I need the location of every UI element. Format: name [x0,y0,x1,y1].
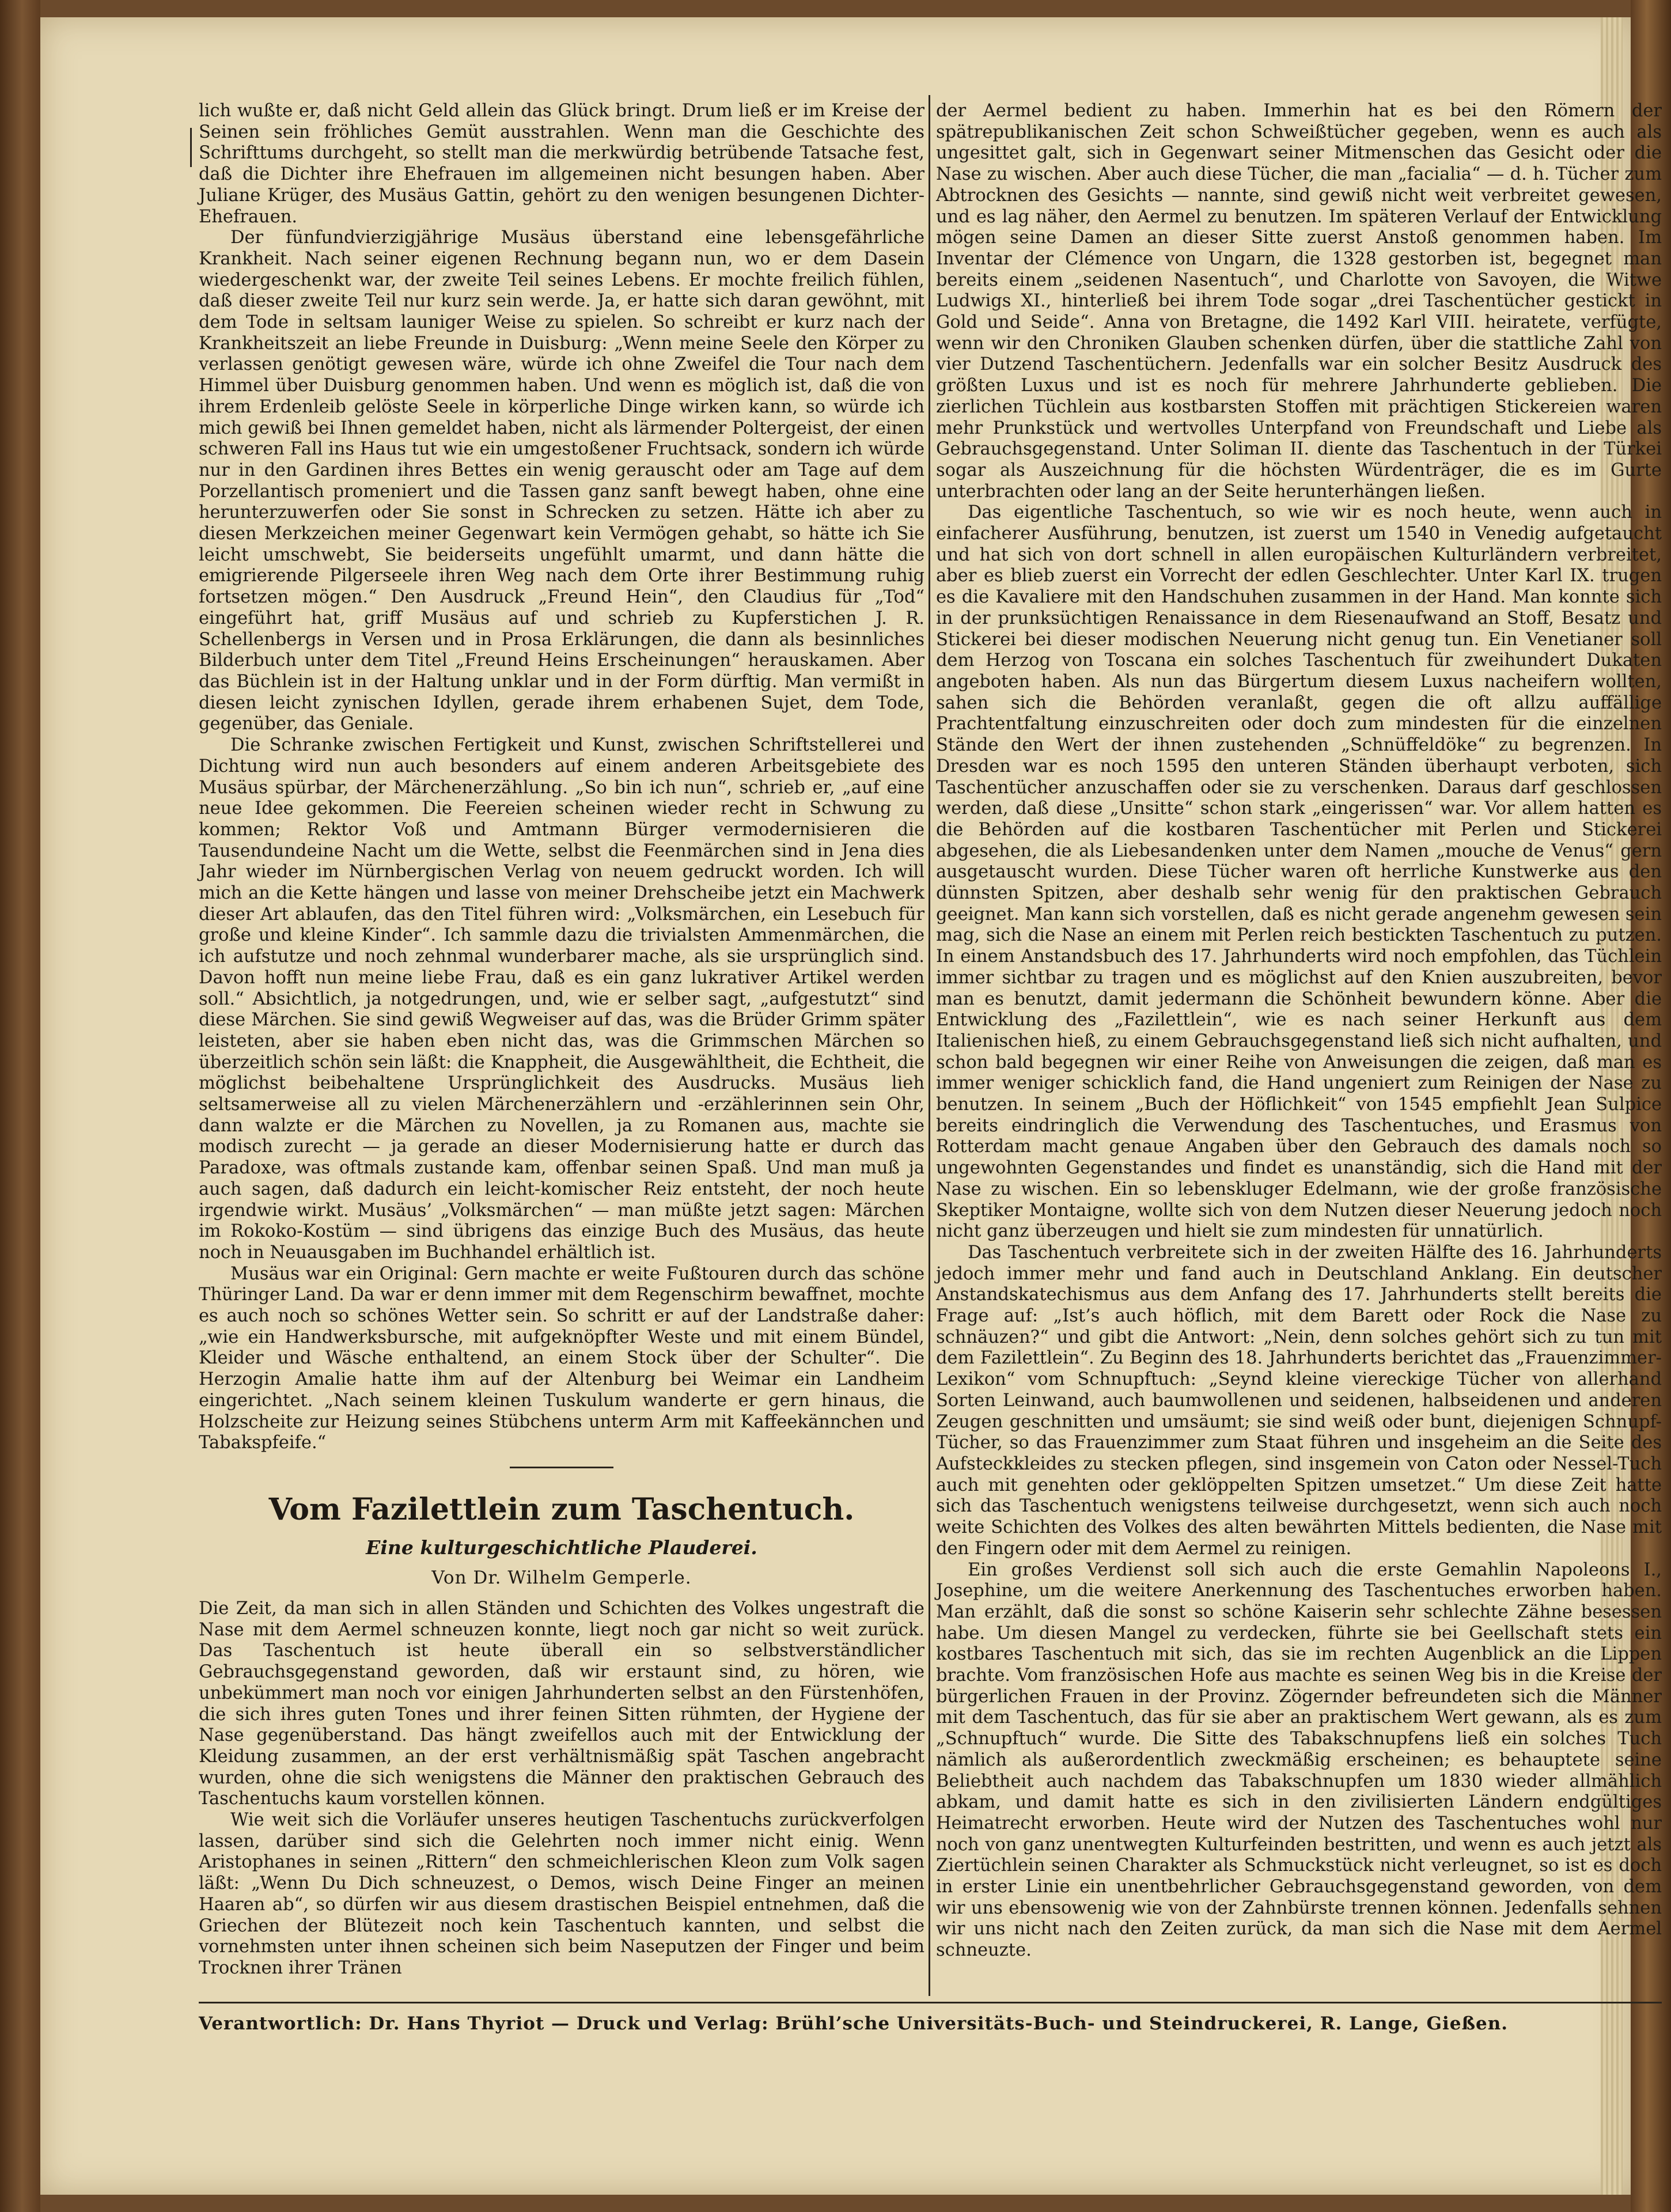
article-title: Vom Fazilettlein zum Taschentuch. [268,1492,855,1527]
paragraph: Der fünfundvierzigjährige Musäus überstand eine lebensgefährliche Krankheit. Nach seiner eigenen Rechnung begann nun, wo er dem Dasein wiedergeschenkt war, der zweite Teil seines Lebens. Er mochte freilich fühlen, daß dieser zweite Teil nur kurz sein werde. Ja, er hatte sich daran gewöhnt, mit dem Tode in seltsam launiger Weise zu spielen. So schreibt er kurz nach der Krankheitszeit an liebe Freunde in Duisburg: „Wenn meine Seele den Körper zu verlassen genötigt gewesen wäre, würde ich ohne Zweifel die Tour nach dem Himmel über Duisburg genommen haben. Und wenn es möglich ist, daß die von ihrem Erdenleib gelöste Seele in körperliche Dinge wirken kann, so würde ich mich gewiß bei Ihnen gemeldet haben, nicht als lärmender Poltergeist, der einen schweren Fall ins Haus tut wie ein umgestoßener Fruchtsack, sondern ich würde nur in den Gardinen ihres Bettes ein wenig gerauscht oder am Tage auf dem Porzellantisch promeniert und die Tassen ganz sanft bewegt haben, ohne eine herunterzuwerfen oder Sie sonst in Schrecken zu setzen. Hätte ich aber zu diesen Merkzeichen meiner Gegenwart kein Vermögen gehabt, so hätte ich Sie leicht umschwebt, Sie beiderseits ungefühlt umarmt, und dann hätte die emigrierende Pilgerseele ihren Weg nach dem Orte ihrer Bestimmung ruhig fortsetzen mögen.“ Den Ausdruck „Freund Hein“, den Claudius für „Tod“ eingeführt hat, griff Musäus auf und schrieb zu Kupferstichen J. R. Schellenbergs in Versen und in Prosa Erklärungen, die dann als besinnliches Bilderbuch unter dem Titel „Freund Heins Erscheinungen“ herauskamen. Aber das Büchlein ist in der Haltung unklar und in der Form dürftig. Man vermißt in diesen leicht zynischen Idyllen, gerade ihrem erhabenen Sujet, dem Tode, gegenüber, das Geniale. [199,228,924,734]
left-column [199,101,924,1978]
book-cover-left [0,0,40,2212]
paragraph: Das Taschentuch verbreitete sich in der zweiten Hälfte des 16. Jahrhunderts jedoch immer mehr und fand auch in Deutschland Anklang. Ein deutscher Anstandskatechismus aus dem Anfang des 17. Jahrhunderts stellt bereits die Frage auf: „Ist’s auch höflich, mit dem Barett oder Rock die Nase zu schnäuzen?“ und gibt die Antwort: „Nein, denn solches gehört sich zu tun mit dem Fazilettlein“. Zu Beginn des 18. Jahrhunderts berichtet das „Frauenzimmer-Lexikon“ vom Schnupftuch: „Seynd kleine viereckige Tücher von allerhand Sorten Leinwand, auch baumwollenen und seidenen, halbseidenen und anderen Zeugen geschnitten und umsäumt; sie sind weiß oder bunt, diejenigen Schnupf-Tücher, so das Frauenzimmer zum Staat führen und insgeheim an die Seite des Aufsteckkleides zu stecken pflegen, sind insgemein von Caton oder Nessel-Tuch auch mit genehten oder geklöppelten Spitzen umsetzet.“ Um diese Zeit hatte sich das Taschentuch wenigstens teilweise durchgesetzt, wenn sich auch noch weite Schichten des Volkes des alten bewährten Mittels bedienten, die Nase mit den Fingern oder mit dem Aermel zu reinigen. [936,1242,1662,1559]
article-byline: Von Dr. Wilhelm Gemperle. [431,1567,692,1588]
footer-rule [199,2002,1662,2003]
right-column [936,101,1662,1961]
column-divider [929,95,930,1996]
section-divider [510,1467,613,1468]
article-subtitle: Eine kulturgeschichtliche Plauderei. [366,1536,757,1559]
paragraph: Wie weit sich die Vorläufer unseres heutigen Taschentuchs zurückverfolgen lassen, darüber sind sich die Gelehrten noch immer nicht einig. Wenn Aristophanes in seinen „Rittern“ den schmeichlerischen Kleon zum Volk sagen läßt: „Wenn Du Dich schneuzest, o Demos, wisch Deine Finger an meinen Haaren ab“, so dürfen wir aus diesem drastischen Beispiel entnehmen, daß die Griechen der Blütezeit noch kein Taschentuch kannten, und selbst die vornehmsten unter ihnen scheinen sich beim Naseputzen der Finger und beim Trocknen ihrer Tränen [199,1810,924,1978]
paragraph: Musäus war ein Original: Gern machte er weite Fußtouren durch das schöne Thüringer Land. Da war er denn immer mit dem Regenschirm bewaffnet, mochte es auch noch so schönes Wetter sein. So schritt er auf der Landstraße daher: „wie ein Handwerksbursche, mit aufgeknöpfter Weste und mit einem Bündel, Kleider und Wäsche enthaltend, an einem Stock über der Schulter“. Die Herzogin Amalie hatte ihm auf der Altenburg bei Weimar ein Landheim eingerichtet. „Nach seinem kleinen Tuskulum wanderte er gern hinaus, die Holzscheite zur Heizung seines Stübchens unterm Arm mit Kaffeekännchen und Tabakspfeife.“ [199,1263,924,1453]
paragraph: Ein großes Verdienst soll sich auch die erste Gemahlin Napoleons I., Josephine, um die weitere Anerkennung des Taschentuches erworben haben. Man erzählt, daß die sonst so schöne Kaiserin sehr schlechte Zähne besessen habe. Um diesen Mangel zu verdecken, führte sie bei Geellschaft stets ein kostbares Taschentuch mit sich, das sie im rechten Augenblick an die Lippen brachte. Vom französischen Hofe aus machte es seinen Weg bis in die Kreise der bürgerlichen Frauen in der Provinz. Zögernder befreundeten sich die Männer mit dem Taschentuch, das für sie aber an praktischem Wert gewann, als es zum „Schnupftuch“ wurde. Die Sitte des Tabakschnupfens ließ ein solches Tuch nämlich als außerordentlich zweckmäßig erscheinen; es behauptete seine Beliebtheit auch nachdem das Tabakschnupfen um 1830 wieder allmählich abkam, und damit hatte es sich in den zivilisierten Ländern endgültiges Heimatrecht erworben. Heute wird der Nutzen des Taschentuches wohl nur noch von ganz unentwegten Kulturfeinden bestritten, und wenn es auch jetzt als Ziertüchlein seinen Charakter als Schmuckstück nicht verleugnet, so ist es doch in erster Linie ein unentbehrlicher Gebrauchsgegenstand geworden, von dem wir uns ebensowenig wie von der Zahnbürste trennen können. Jedenfalls sehnen wir uns nicht nach den Zeiten zurück, da man sich die Nase mit dem Aermel schneuzte. [936,1559,1662,1961]
opening-mark [190,128,192,167]
paragraph: lich wußte er, daß nicht Geld allein das Glück bringt. Drum ließ er im Kreise der Seinen sein fröhliches Gemüt ausstrahlen. Wenn man die Geschichte des Schrifttums durchgeht, so stellt man die merkwürdig betrübende Tatsache fest, daß die Dichter ihre Ehefrauen im allgemeinen nicht besungen haben. Aber Juliane Krüger, des Musäus Gattin, gehört zu den wenigen besungenen Dichter-Ehefrauen. [199,101,924,227]
imprint-footer: Verantwortlich: Dr. Hans Thyriot — Druck und Verlag: Brühl’sche Universitäts-Buch- und Steindruckerei, R. Lange, Gießen. [199,2013,1509,2034]
paragraph: Die Schranke zwischen Fertigkeit und Kunst, zwischen Schriftstellerei und Dichtung wird nun auch besonders auf einem anderen Arbeitsgebiete des Musäus spürbar, der Märchenerzählung. „So bin ich nun“, schrieb er, „auf eine neue Idee gekommen. Die Feereien scheinen wieder recht in Schwung zu kommen; Rektor Voß und Amtmann Bürger vermodernisieren die Tausendundeine Nacht um die Wette, selbst die Feenmärchen sind in Jena dies Jahr wieder im Nürnbergischen Verlag von neuem gedruckt worden. Ich will mich an die Kette hängen und lasse von meiner Drehscheibe jetzt ein Machwerk dieser Art ablaufen, das den Titel führen wird: „Volksmärchen, ein Lesebuch für große und kleine Kinder“. Ich sammle dazu die trivialsten Ammenmärchen, die ich aufstutze und noch zehnmal wunderbarer mache, als sie ursprünglich sind. Davon hofft nun meine liebe Frau, daß es ein ganz lukrativer Artikel werden soll.“ Absichtlich, ja notgedrungen, und, wie er selber sagt, „aufgestutzt“ sind diese Märchen. Sie sind gewiß Wegweiser auf das, was die Brüder Grimm später leisteten, aber sie haben eben nicht das, was die Grimmschen Märchen so überzeitlich schön sein läßt: die Knappheit, die Ausgewähltheit, die Echtheit, die möglichst beibehaltene Ursprünglichkeit des Ausdrucks. Musäus lieh seltsamerweise all zu vielen Märchenerzählern und -erzählerinnen sein Ohr, dann walzte er die Märchen zu Novellen, ja zu Romanen aus, machte sie modisch zurecht — ja gerade an dieser Modernisierung hatte er durch das Paradoxe, was oftmals zustande kam, offenbar seinen Spaß. Und man muß ja auch sagen, daß dadurch ein leicht-komischer Reiz entsteht, der noch heute irgendwie wirkt. Musäus’ „Volksmärchen“ — man müßte jetzt sagen: Märchen im Rokoko-Kostüm — sind übrigens das einzige Buch des Musäus, das heute noch in Neuausgaben im Buchhandel erhältlich ist. [199,735,924,1263]
paragraph: Die Zeit, da man sich in allen Ständen und Schichten des Volkes ungestraft die Nase mit dem Aermel schneuzen konnte, liegt noch gar nicht so weit zurück. Das Taschentuch ist heute überall ein so selbstverständlicher Gebrauchsgegenstand geworden, daß wir erstaunt sind, zu hören, wie unbekümmert man noch vor einigen Jahrhunderten selbst an den Fürstenhöfen, die sich ihres guten Tones und ihrer feinen Sitten rühmten, der Hygiene der Nase gegenüberstand. Das hängt zweifellos auch mit der Entwicklung der Kleidung zusammen, an der erst verhältnismäßig spät Taschen angebracht wurden, ohne die sich wenigstens die Männer den praktischen Gebrauch des Taschentuchs kaum vorstellen können. [199,1599,924,1809]
paragraph: Das eigentliche Taschentuch, so wie wir es noch heute, wenn auch in einfacherer Ausführung, benutzen, ist zuerst um 1540 in Venedig aufgetaucht und hat sich von dort schnell in allen europäischen Kulturländern verbreitet, aber es blieb zuerst ein Vorrecht der edlen Geschlechter. Unter Karl IX. trugen es die Kavaliere mit den Handschuhen zusammen in der Hand. Man konnte sich in der prunksüchtigen Renaissance in dem Riesenaufwand an Stoff, Besatz und Stickerei bei dieser modischen Neuerung nicht genug tun. Ein Venetianer soll dem Herzog von Toscana ein solches Taschentuch für zweihundert Dukaten angeboten haben. Als nun das Bürgertum diesem Luxus nacheifern wollten, sahen sich die Behörden veranlaßt, gegen die oft allzu auffällige Prachtentfaltung einzuschreiten oder doch zum mindesten für die einzelnen Stände den Wert der ihnen zustehenden „Schnüffeldöke“ zu begrenzen. In Dresden war es noch 1595 den unteren Ständen überhaupt verboten, sich Taschentücher anzuschaffen oder sie zu verschenken. Daraus darf geschlossen werden, daß diese „Unsitte“ schon stark „eingerissen“ war. Vor allem hatten es die Behörden auf die kostbaren Taschentücher mit Perlen und Stickerei abgesehen, die als Liebesandenken unter dem Namen „mouche de Venus“ gern ausgetauscht wurden. Diese Tücher waren oft herrliche Kunstwerke aus den dünnsten Spitzen, aber deshalb sehr wenig für den praktischen Gebrauch geeignet. Man kann sich vorstellen, daß es nicht gerade angenehm gewesen sein mag, sich die Nase an einem mit Perlen reich bestickten Taschentuch zu putzen. In einem Anstandsbuch des 17. Jahrhunderts wird noch empfohlen, das Tüchlein immer sichtbar zu tragen und es möglichst auf den Knien auszubreiten, bevor man es benutzt, damit jedermann die Schönheit bewundern könne. Aber die Entwicklung des „Fazilettlein“, wie es nach seiner Herkunft aus dem Italienischen hieß, zu einem Gebrauchsgegenstand ließ sich nicht aufhalten, und schon bald begegnen wir einer Reihe von Anweisungen die zeigen, daß man es immer weniger schicklich fand, die Hand ungeniert zum Reinigen der Nase zu benutzen. In seinem „Buch der Höflichkeit“ von 1545 empfiehlt Jean Sulpice bereits eindringlich die Verwendung des Taschentuches, und Erasmus von Rotterdam macht genaue Angaben über den Gebrauch des damals noch so ungewohnten Gegenstandes und findet es unanständig, sich die Hand mit der Nase zu wischen. Ein so lebenskluger Edelmann, wie der große französische Skeptiker Montaigne, wollte sich von dem Nutzen dieser Neuerung jedoch noch nicht ganz überzeugen und hielt sie zum mindesten für unnatürlich. [936,502,1662,1242]
paragraph: der Aermel bedient zu haben. Immerhin hat es bei den Römern der spätrepublikanischen Zeit schon Schweißtücher gegeben, wenn es auch als ungesittet galt, sich in Gegenwart seiner Mitmenschen das Gesicht oder die Nase zu wischen. Aber auch diese Tücher, die man „facialia“ — d. h. Tücher zum Abtrocknen des Gesichts — nannte, sind gewiß nicht weit verbreitet gewesen, und es lag näher, den Aermel zu benutzen. Im späteren Verlauf der Entwicklung mögen seine Damen an dieser Sitte zuerst Anstoß genommen haben. Im Inventar der Clémence von Ungarn, die 1328 gestorben ist, begegnet man bereits einem „seidenen Nasentuch“, und Charlotte von Savoyen, die Witwe Ludwigs XI., hinterließ bei ihrem Tode sogar „drei Taschentücher gestickt in Gold und Seide“. Anna von Bretagne, die 1492 Karl VIII. heiratete, verfügte, wenn wir den Chroniken Glauben schenken dürfen, über die stattliche Zahl von vier Dutzend Taschentüchern. Jedenfalls war ein solcher Besitz Ausdruck des größten Luxus und ist es noch für mehrere Jahrhunderte geblieben. Die zierlichen Tüchlein aus kostbarsten Stoffen mit prächtigen Stickereien waren mehr Prunkstück und wertvolles Unterpfand von Freundschaft und Liebe als Gebrauchsgegenstand. Unter Soliman II. diente das Taschentuch in der Türkei sogar als Auszeichnung für die höchsten Würdenträger, die es im Gurte unterbrachten oder lang an der Seite herunterhängen ließen. [936,101,1662,502]
